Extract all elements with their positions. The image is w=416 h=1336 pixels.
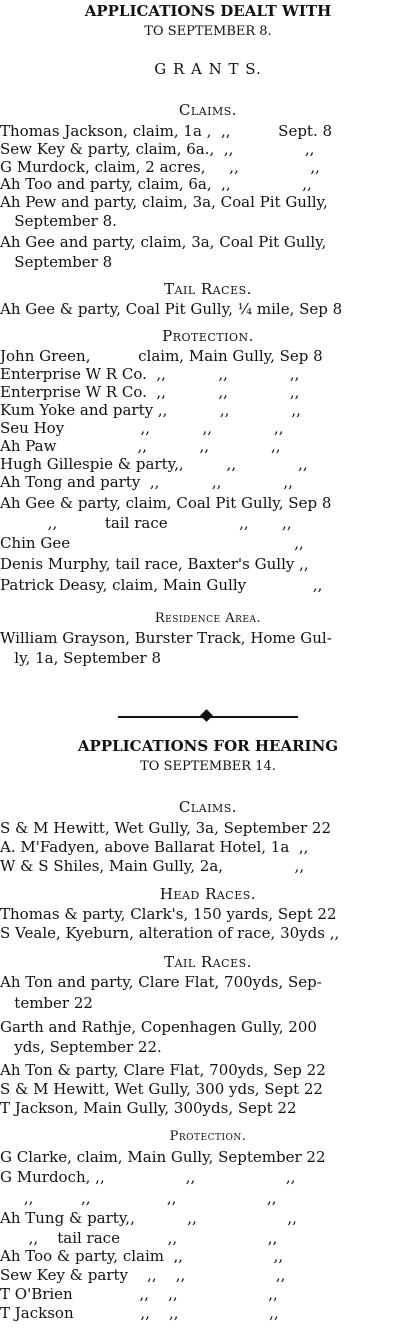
hearing-tail-line: Ah Ton & party, Clare Flat, 700yds, Sep 22	[0, 1061, 326, 1079]
protection-line: Hugh Gillespie & party,, ,, ,,	[0, 455, 308, 473]
hearing-claim-line: S & M Hewitt, Wet Gully, 3a, September 22	[0, 819, 332, 837]
hearing-protection-line: G Clarke, claim, Main Gully, September 22	[0, 1148, 326, 1166]
protection-line: Chin Gee ,,	[0, 534, 304, 552]
section-heading-hearing: APPLICATIONS FOR HEARING	[77, 737, 339, 755]
protection-line: Ah Gee & party, claim, Coal Pit Gully, Sep 8	[0, 494, 332, 512]
head-race-line: S Veale, Kyeburn, alteration of race, 30yds ,,	[0, 924, 340, 942]
head-races-heading: Head Races.	[159, 885, 257, 903]
hearing-tail-line: Garth and Rathje, Copenhagen Gully, 200	[0, 1018, 317, 1036]
protection-heading: Protection.	[162, 327, 254, 345]
protection-heading-hearing: Protection.	[169, 1129, 247, 1144]
grant-claim-line: Thomas Jackson, claim, 1a , ,, Sept. 8	[0, 122, 333, 140]
grant-claim-line: Ah Too and party, claim, 6a, ,, ,,	[0, 175, 312, 193]
claims-heading-hearing: Claims.	[178, 798, 238, 816]
claims-heading: Claims.	[178, 101, 238, 119]
hearing-protection-line: T O'Brien ,, ,, ,,	[0, 1285, 278, 1303]
section-divider	[118, 715, 298, 719]
section-subheading-hearing: TO SEPTEMBER 14.	[140, 759, 276, 774]
section-subheading-dealt: TO SEPTEMBER 8.	[144, 24, 272, 39]
protection-line: Kum Yoke and party ,, ,, ,,	[0, 401, 301, 419]
tail-races-heading: Tail Races.	[164, 280, 252, 298]
hearing-protection-line: G Murdoch, ,, ,, ,,	[0, 1168, 296, 1186]
hearing-protection-line: Sew Key & party ,, ,, ,,	[0, 1266, 286, 1284]
hearing-protection-line: T Jackson ,, ,, ,,	[0, 1304, 279, 1322]
protection-line: Patrick Deasy, claim, Main Gully ,,	[0, 576, 323, 594]
protection-line: John Green, claim, Main Gully, Sep 8	[0, 347, 323, 365]
hearing-claim-line: W & S Shiles, Main Gully, 2a, ,,	[0, 857, 305, 875]
hearing-protection-line: Ah Too & party, claim ,, ,,	[0, 1247, 284, 1265]
grants-heading: G R A N T S.	[154, 60, 262, 78]
section-heading-dealt: APPLICATIONS DEALT WITH	[84, 2, 332, 20]
protection-line: Denis Murphy, tail race, Baxter's Gully ,,	[0, 555, 309, 573]
residence-area-heading: Residence Area.	[154, 611, 262, 626]
hearing-claim-line: A. M'Fadyen, above Ballarat Hotel, 1a ,,	[0, 838, 309, 856]
residence-line: William Grayson, Burster Track, Home Gul-	[0, 629, 332, 647]
protection-line: Ah Tong and party ,, ,, ,,	[0, 473, 293, 491]
hearing-tail-line: yds, September 22.	[0, 1038, 162, 1056]
grant-claim-line: G Murdock, claim, 2 acres, ,, ,,	[0, 158, 320, 176]
tail-race-line: Ah Gee & party, Coal Pit Gully, ¼ mile, Sep 8	[0, 300, 343, 318]
hearing-tail-line: T Jackson, Main Gully, 300yds, Sept 22	[0, 1099, 297, 1117]
hearing-protection-line: ,, ,, ,, ,,	[0, 1189, 277, 1207]
grant-claim-line: September 8.	[0, 212, 117, 230]
grant-claim-line: Ah Pew and party, claim, 3a, Coal Pit Gully,	[0, 193, 328, 211]
head-race-line: Thomas & party, Clark's, 150 yards, Sept 22	[0, 905, 337, 923]
protection-line: Ah Paw ,, ,, ,,	[0, 437, 281, 455]
protection-line: Enterprise W R Co. ,, ,, ,,	[0, 383, 300, 401]
hearing-protection-line: Ah Tung & party,, ,, ,,	[0, 1209, 297, 1227]
hearing-protection-line: ,, tail race ,, ,,	[0, 1229, 278, 1247]
residence-line: ly, 1a, September 8	[0, 649, 161, 667]
grant-claim-line: Sew Key & party, claim, 6a., ,, ,,	[0, 140, 315, 158]
protection-line: Enterprise W R Co. ,, ,, ,,	[0, 365, 300, 383]
protection-line: ,, tail race ,, ,,	[0, 514, 292, 532]
hearing-tail-line: S & M Hewitt, Wet Gully, 300 yds, Sept 22	[0, 1080, 323, 1098]
hearing-tail-line: tember 22	[0, 994, 93, 1012]
grant-claim-line: Ah Gee and party, claim, 3a, Coal Pit Gully,	[0, 233, 327, 251]
grant-claim-line: September 8	[0, 253, 113, 271]
protection-line: Seu Hoy ,, ,, ,,	[0, 419, 284, 437]
diamond-ornament-icon	[200, 709, 213, 722]
hearing-tail-line: Ah Ton and party, Clare Flat, 700yds, Sep-	[0, 973, 322, 991]
tail-races-heading-hearing: Tail Races.	[164, 953, 252, 971]
